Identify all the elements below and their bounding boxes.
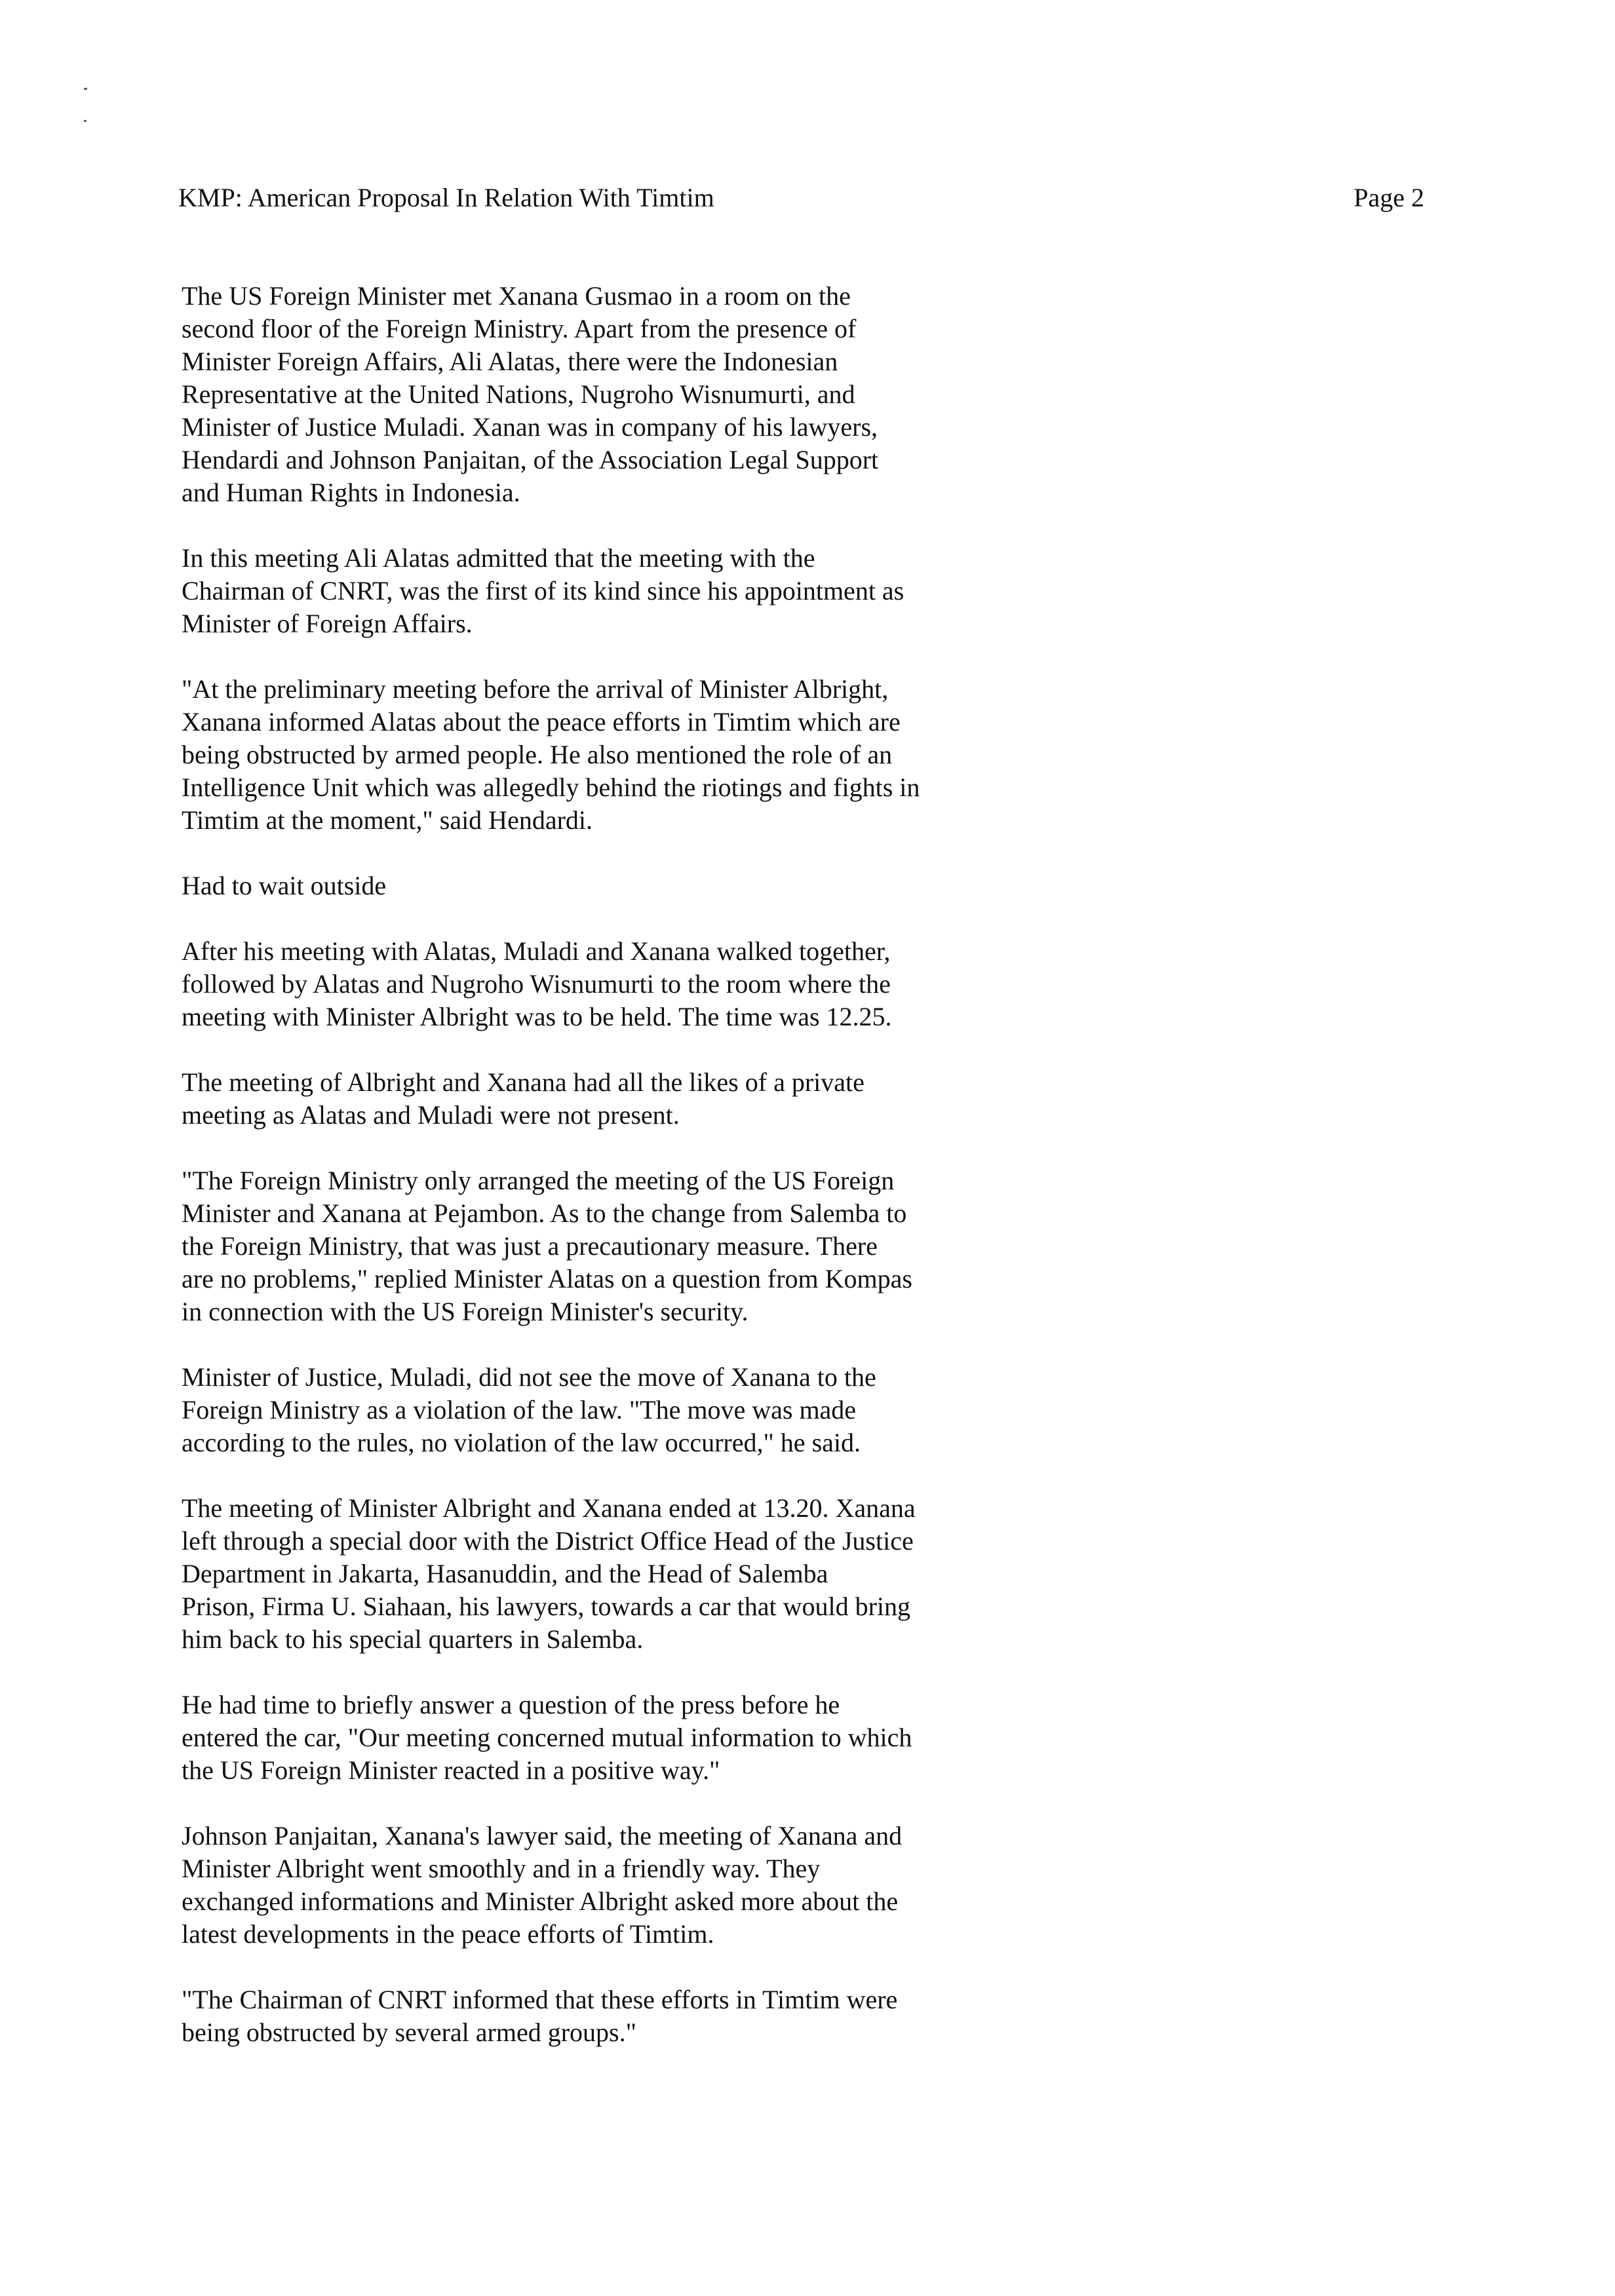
paragraph bbox=[182, 1983, 968, 2049]
paragraph bbox=[182, 1066, 968, 1132]
header-title: KMP: American Proposal In Relation With Timtim bbox=[178, 183, 714, 212]
paragraph bbox=[182, 1820, 968, 1951]
paragraph bbox=[182, 1164, 968, 1328]
text-line: meeting as Alatas and Muladi were not present. bbox=[182, 1100, 680, 1130]
text-line: Minister of Justice Muladi. Xanan was in company of his lawyers, bbox=[182, 412, 878, 442]
text-line: Hendardi and Johnson Panjaitan, of the Association Legal Support bbox=[182, 445, 879, 474]
text-line: Minister of Justice, Muladi, did not see the move of Xanana to the bbox=[182, 1362, 876, 1392]
text-line: In this meeting Ali Alatas admitted that the meeting with the bbox=[182, 543, 815, 573]
paragraph bbox=[182, 542, 968, 640]
subheading-text: Had to wait outside bbox=[182, 871, 387, 900]
text-line: Minister Albright went smoothly and in a friendly way. They bbox=[182, 1854, 821, 1883]
text-line: latest developments in the peace efforts of Timtim. bbox=[182, 1919, 714, 1949]
text-line: left through a special door with the District Office Head of the Justice bbox=[182, 1526, 914, 1556]
text-line: him back to his special quarters in Salemba. bbox=[182, 1624, 644, 1654]
article-body bbox=[182, 280, 968, 2082]
text-line: Prison, Firma U. Siahaan, his lawyers, towards a car that would bring bbox=[182, 1592, 911, 1621]
text-line: the US Foreign Minister reacted in a positive way." bbox=[182, 1755, 720, 1785]
text-line: Minister Foreign Affairs, Ali Alatas, there were the Indonesian bbox=[182, 347, 838, 376]
page-number: Page 2 bbox=[1353, 183, 1424, 212]
text-line: Xanana informed Alatas about the peace efforts in Timtim which are bbox=[182, 707, 901, 737]
text-line: Johnson Panjaitan, Xanana's lawyer said, the meeting of Xanana and bbox=[182, 1821, 903, 1850]
subheading bbox=[182, 870, 968, 902]
paragraph bbox=[182, 1361, 968, 1459]
scan-artifact-mark bbox=[84, 88, 87, 90]
text-line: "The Chairman of CNRT informed that these efforts in Timtim were bbox=[182, 1985, 898, 2014]
text-line: and Human Rights in Indonesia. bbox=[182, 478, 520, 507]
text-line: are no problems," replied Minister Alatas on a question from Kompas bbox=[182, 1264, 912, 1293]
text-line: being obstructed by several armed groups." bbox=[182, 2018, 636, 2047]
paragraph bbox=[182, 1689, 968, 1787]
text-line: Department in Jakarta, Hasanuddin, and the Head of Salemba bbox=[182, 1559, 828, 1588]
text-line: Timtim at the moment," said Hendardi. bbox=[182, 805, 593, 835]
text-line: The US Foreign Minister met Xanana Gusmao in a room on the bbox=[182, 281, 851, 311]
paragraph bbox=[182, 935, 968, 1033]
text-line: according to the rules, no violation of the law occurred," he said. bbox=[182, 1428, 861, 1457]
paragraph bbox=[182, 280, 968, 509]
text-line: Foreign Ministry as a violation of the law. "The move was made bbox=[182, 1395, 857, 1425]
scan-artifact-mark bbox=[84, 120, 87, 122]
text-line: second floor of the Foreign Ministry. Apart from the presence of bbox=[182, 314, 857, 343]
text-line: being obstructed by armed people. He also mentioned the role of an bbox=[182, 740, 893, 769]
text-line: followed by Alatas and Nugroho Wisnumurti to the room where the bbox=[182, 969, 891, 999]
paragraph bbox=[182, 673, 968, 837]
text-line: The meeting of Albright and Xanana had all the likes of a private bbox=[182, 1067, 865, 1097]
text-line: in connection with the US Foreign Minister's security. bbox=[182, 1297, 749, 1326]
text-line: exchanged informations and Minister Albright asked more about the bbox=[182, 1886, 899, 1916]
paragraph bbox=[182, 1492, 968, 1656]
text-line: meeting with Minister Albright was to be held. The time was 12.25. bbox=[182, 1002, 892, 1031]
text-line: Chairman of CNRT, was the first of its kind since his appointment as bbox=[182, 576, 905, 605]
text-line: "The Foreign Ministry only arranged the meeting of the US Foreign bbox=[182, 1166, 895, 1195]
text-line: "At the preliminary meeting before the arrival of Minister Albright, bbox=[182, 674, 889, 704]
text-line: Minister of Foreign Affairs. bbox=[182, 609, 473, 638]
text-line: the Foreign Ministry, that was just a precautionary measure. There bbox=[182, 1231, 878, 1261]
text-line: entered the car, "Our meeting concerned mutual information to which bbox=[182, 1723, 912, 1752]
text-line: Minister and Xanana at Pejambon. As to the change from Salemba to bbox=[182, 1198, 907, 1228]
text-line: He had time to briefly answer a question of the press before he bbox=[182, 1690, 840, 1719]
text-line: After his meeting with Alatas, Muladi and Xanana walked together, bbox=[182, 936, 891, 966]
text-line: Representative at the United Nations, Nugroho Wisnumurti, and bbox=[182, 379, 855, 409]
text-line: The meeting of Minister Albright and Xanana ended at 13.20. Xanana bbox=[182, 1493, 916, 1523]
text-line: Intelligence Unit which was allegedly behind the riotings and fights in bbox=[182, 773, 920, 802]
